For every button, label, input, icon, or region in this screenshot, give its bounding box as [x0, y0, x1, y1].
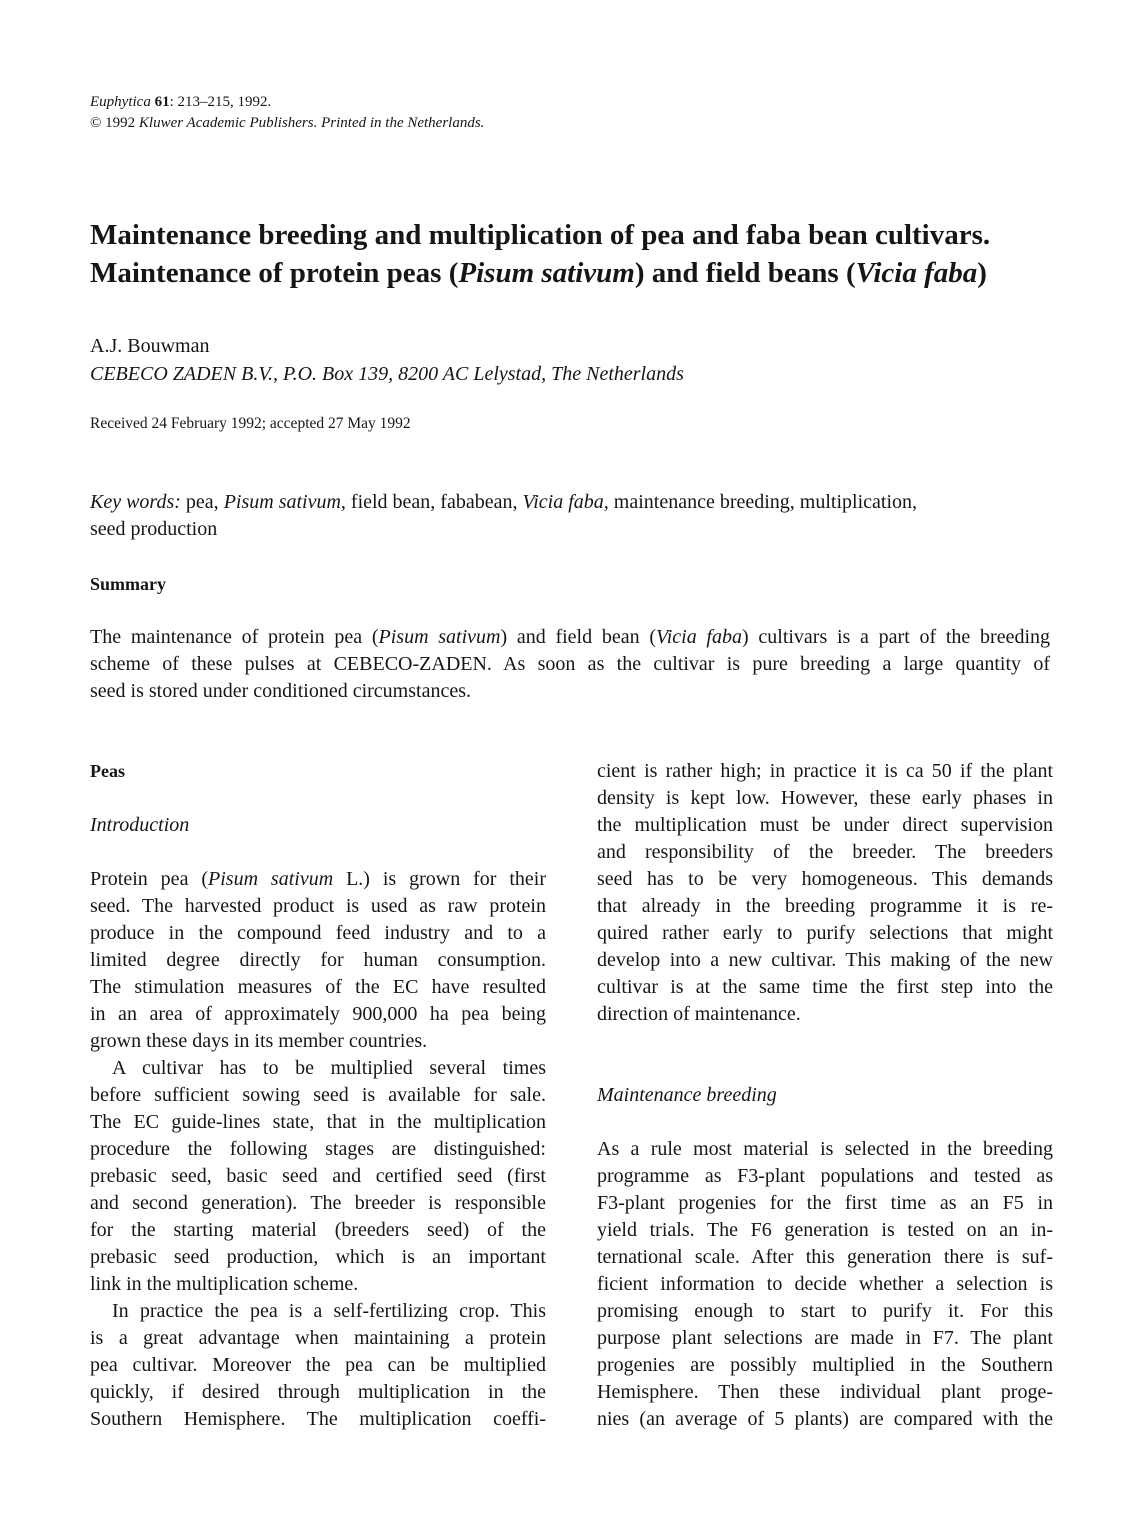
- title-text: Maintenance of protein peas (: [90, 257, 459, 289]
- body-line: quickly, if desired through multiplication in the: [90, 1381, 546, 1403]
- section-heading-peas: Peas: [90, 761, 125, 781]
- body-line: limited degree directly for human consumption.: [90, 949, 546, 971]
- keyword-text: pea,: [180, 491, 224, 513]
- body-line: in an area of approximately 900,000 ha pea being: [90, 1003, 546, 1025]
- body-line: before sufficient sowing seed is available for sale.: [90, 1084, 546, 1106]
- body-line: prebasic seed production, which is an important: [90, 1246, 546, 1268]
- body-line: ficient information to decide whether a selection is: [597, 1273, 1053, 1295]
- publisher-text: Kluwer Academic Publishers. Printed in the Netherlands.: [138, 115, 485, 131]
- body-line: produce in the compound feed industry and to a: [90, 922, 546, 944]
- body-italic: Pisum sativum: [208, 868, 334, 890]
- body-line: density is kept low. However, these early phases in: [597, 787, 1053, 809]
- title-text: ): [977, 257, 987, 289]
- body-line: quired rather early to purify selections that might: [597, 922, 1053, 944]
- title-species-vicia: Vicia faba: [855, 257, 978, 289]
- journal-header: [90, 92, 484, 134]
- body-line: seed. The harvested product is used as raw protein: [90, 895, 546, 917]
- summary-italic: Vicia faba: [655, 626, 742, 648]
- body-line: cultivar is at the same time the first step into the: [597, 976, 1053, 998]
- body-line: procedure the following stages are distinguished:: [90, 1138, 546, 1160]
- summary-text: ) and field bean (: [500, 626, 656, 648]
- subheading-introduction: Introduction: [90, 814, 190, 836]
- keyword-text: seed production: [90, 518, 218, 540]
- body-line: develop into a new cultivar. This making of the new: [597, 949, 1053, 971]
- body-line: the multiplication must be under direct supervision: [597, 814, 1053, 836]
- body-line: yield trials. The F6 generation is tested on an in-: [597, 1219, 1053, 1241]
- article-title: [90, 216, 1070, 292]
- summary-body: [90, 624, 1050, 705]
- received-dates: Received 24 February 1992; accepted 27 May 1992: [90, 415, 411, 432]
- author-affiliation: CEBECO ZADEN B.V., P.O. Box 139, 8200 AC Lelystad, The Netherlands: [90, 363, 684, 385]
- body-line: ternational scale. After this generation there is suf-: [597, 1246, 1053, 1268]
- keyword-italic: Pisum sativum,: [223, 491, 346, 513]
- body-line: programme as F3-plant populations and tested as: [597, 1165, 1053, 1187]
- title-species-pisum: Pisum sativum: [458, 257, 635, 289]
- body-line: progenies are possibly multiplied in the Southern: [597, 1354, 1053, 1376]
- body-line: seed has to be very homogeneous. This demands: [597, 868, 1053, 890]
- citation-line: [90, 92, 484, 113]
- keywords: [90, 489, 1050, 543]
- summary-text: The maintenance of protein pea (: [90, 626, 379, 648]
- body-line: grown these days in its member countries.: [90, 1030, 428, 1052]
- right-column: [597, 758, 1053, 1433]
- journal-pages-year: : 213–215, 1992.: [169, 94, 272, 110]
- body-line: nies (an average of 5 plants) are compared with the: [597, 1408, 1053, 1430]
- summary-line: scheme of these pulses at CEBECO-ZADEN. As soon as the cultivar is pure breeding a large quantity of: [90, 653, 1050, 675]
- journal-name: Euphytica: [90, 94, 151, 110]
- body-line: and second generation). The breeder is responsible: [90, 1192, 546, 1214]
- title-line-1: Maintenance breeding and multiplication of pea and faba bean cultivars.: [90, 219, 991, 251]
- body-line: In practice the pea is a self-fertilizing crop. This: [112, 1300, 546, 1322]
- summary-italic: Pisum sativum: [378, 626, 501, 648]
- body-line: F3-plant progenies for the first time as an F5 in: [597, 1192, 1053, 1214]
- left-column: [90, 758, 546, 1433]
- body-line: for the starting material (breeders seed) of the: [90, 1219, 546, 1241]
- body-line: direction of maintenance.: [597, 1003, 801, 1025]
- body-line: The EC guide-lines state, that in the multiplication: [90, 1111, 546, 1133]
- body-line: prebasic seed, basic seed and certified seed (first: [90, 1165, 546, 1187]
- copyright-line: [90, 113, 484, 134]
- title-text: ) and field beans (: [634, 257, 856, 289]
- title-line-2: [90, 254, 1070, 292]
- journal-volume: 61: [154, 94, 170, 110]
- copyright-symbol: ©: [90, 115, 102, 131]
- keyword-text: field bean, fababean,: [345, 491, 523, 513]
- body-line: Southern Hemisphere. The multiplication coeffi-: [90, 1408, 546, 1430]
- subheading-maintenance-breeding: Maintenance breeding: [597, 1084, 777, 1106]
- summary-heading: Summary: [90, 574, 166, 594]
- keyword-italic: Vicia faba,: [522, 491, 609, 513]
- summary-line: [90, 624, 1050, 651]
- keyword-text: maintenance breeding, multiplication,: [608, 491, 917, 513]
- body-text: L.) is grown for their: [333, 868, 547, 890]
- body-line: link in the multiplication scheme.: [90, 1273, 359, 1295]
- keywords-label: Key words:: [90, 491, 181, 513]
- body-line: [90, 866, 546, 893]
- body-line: purpose plant selections are made in F7. The plant: [597, 1327, 1053, 1349]
- body-text: Protein pea (: [90, 868, 209, 890]
- copyright-year: 1992: [105, 115, 136, 131]
- body-line: The stimulation measures of the EC have resulted: [90, 976, 546, 998]
- body-line: As a rule most material is selected in the breeding: [597, 1138, 1053, 1160]
- body-line: Hemisphere. Then these individual plant proge-: [597, 1381, 1053, 1403]
- body-line: and responsibility of the breeder. The breeders: [597, 841, 1053, 863]
- summary-text: ) cultivars is a part of the breeding: [742, 626, 1051, 648]
- body-line: that already in the breeding programme it is re-: [597, 895, 1053, 917]
- body-line: promising enough to start to purify it. For this: [597, 1300, 1053, 1322]
- body-line: pea cultivar. Moreover the pea can be multiplied: [90, 1354, 546, 1376]
- body-line: cient is rather high; in practice it is ca 50 if the plant: [597, 760, 1053, 782]
- author-name: A.J. Bouwman: [90, 335, 210, 357]
- body-line: is a great advantage when maintaining a protein: [90, 1327, 546, 1349]
- summary-line: seed is stored under conditioned circumstances.: [90, 680, 471, 702]
- body-line: A cultivar has to be multiplied several times: [112, 1057, 546, 1079]
